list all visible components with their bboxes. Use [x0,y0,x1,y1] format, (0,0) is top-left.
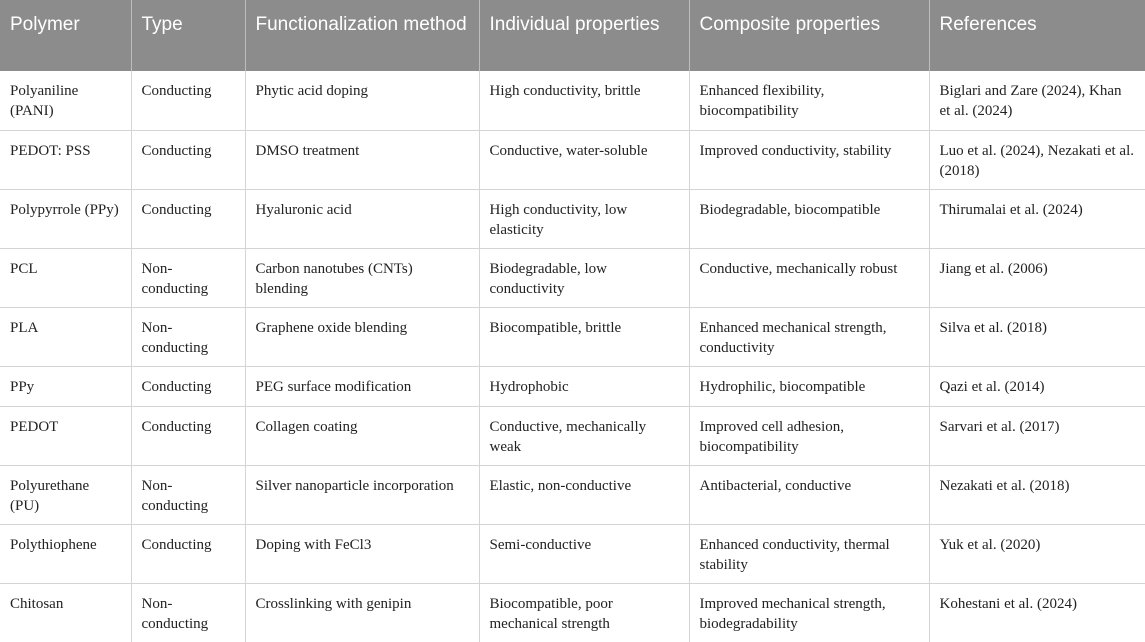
table-row [0,71,1145,130]
cell-references: Biglari and Zare (2024), Khan et al. (2024) [929,71,1145,130]
cell-references: Qazi et al. (2014) [929,366,1145,406]
table-row [0,189,1145,248]
cell-functionalization-method: Phytic acid doping [245,71,479,130]
cell-references: Silva et al. (2018) [929,307,1145,366]
cell-composite-properties: Enhanced flexibility, biocompatibility [689,71,929,130]
cell-polymer: PEDOT [0,406,131,465]
cell-composite-properties: Enhanced mechanical strength, conductivity [689,307,929,366]
table-row [0,130,1145,189]
cell-references: Yuk et al. (2020) [929,524,1145,583]
cell-type: Non-conducting [131,307,245,366]
cell-type: Conducting [131,189,245,248]
cell-type: Conducting [131,406,245,465]
cell-type: Conducting [131,130,245,189]
cell-composite-properties: Improved mechanical strength, biodegradability [689,583,929,642]
cell-functionalization-method: Collagen coating [245,406,479,465]
cell-references: Sarvari et al. (2017) [929,406,1145,465]
cell-composite-properties: Improved conductivity, stability [689,130,929,189]
header-type: Type [131,0,245,71]
table-row [0,524,1145,583]
cell-functionalization-method: DMSO treatment [245,130,479,189]
cell-references: Jiang et al. (2006) [929,248,1145,307]
cell-type: Conducting [131,366,245,406]
header-functionalization-method: Functionalization method [245,0,479,71]
cell-functionalization-method: PEG surface modification [245,366,479,406]
cell-individual-properties: High conductivity, low elasticity [479,189,689,248]
cell-composite-properties: Biodegradable, biocompatible [689,189,929,248]
cell-functionalization-method: Graphene oxide blending [245,307,479,366]
cell-type: Non-conducting [131,465,245,524]
cell-functionalization-method: Silver nanoparticle incorporation [245,465,479,524]
table-header [0,0,1145,71]
header-individual-properties: Individual properties [479,0,689,71]
cell-functionalization-method: Hyaluronic acid [245,189,479,248]
cell-polymer: PCL [0,248,131,307]
header-row [0,0,1145,71]
cell-type: Conducting [131,71,245,130]
cell-polymer: PEDOT: PSS [0,130,131,189]
cell-individual-properties: Semi-conductive [479,524,689,583]
cell-type: Non-conducting [131,248,245,307]
cell-polymer: Polyaniline (PANI) [0,71,131,130]
cell-individual-properties: High conductivity, brittle [479,71,689,130]
table-row [0,248,1145,307]
header-polymer: Polymer [0,0,131,71]
cell-composite-properties: Enhanced conductivity, thermal stability [689,524,929,583]
cell-composite-properties: Hydrophilic, biocompatible [689,366,929,406]
cell-polymer: Polythiophene [0,524,131,583]
cell-type: Conducting [131,524,245,583]
header-references: References [929,0,1145,71]
cell-references: Nezakati et al. (2018) [929,465,1145,524]
table-row [0,465,1145,524]
cell-polymer: PLA [0,307,131,366]
cell-individual-properties: Elastic, non-conductive [479,465,689,524]
cell-functionalization-method: Crosslinking with genipin [245,583,479,642]
cell-polymer: PPy [0,366,131,406]
cell-individual-properties: Biodegradable, low conductivity [479,248,689,307]
table-body [0,71,1145,642]
table-row [0,307,1145,366]
cell-composite-properties: Conductive, mechanically robust [689,248,929,307]
cell-individual-properties: Conductive, water-soluble [479,130,689,189]
table-row [0,583,1145,642]
cell-composite-properties: Antibacterial, conductive [689,465,929,524]
cell-functionalization-method: Carbon nanotubes (CNTs) blending [245,248,479,307]
cell-individual-properties: Biocompatible, brittle [479,307,689,366]
cell-individual-properties: Conductive, mechanically weak [479,406,689,465]
cell-type: Non-conducting [131,583,245,642]
cell-polymer: Chitosan [10,595,64,612]
header-composite-properties: Composite properties [689,0,929,71]
table-row [0,366,1145,406]
table-row [0,406,1145,465]
cell-individual-properties: Hydrophobic [479,366,689,406]
cell-polymer: Polypyrrole (PPy) [0,189,131,248]
cell-references: Thirumalai et al. (2024) [929,189,1145,248]
cell-functionalization-method: Doping with FeCl3 [245,524,479,583]
cell-polymer: Polyurethane (PU) [0,465,131,524]
cell-references: Luo et al. (2024), Nezakati et al. (2018) [929,130,1145,189]
cell-composite-properties: Improved cell adhesion, biocompatibility [689,406,929,465]
cell-individual-properties: Biocompatible, poor mechanical strength [479,583,689,642]
cell-references: Kohestani et al. (2024) [929,583,1145,642]
